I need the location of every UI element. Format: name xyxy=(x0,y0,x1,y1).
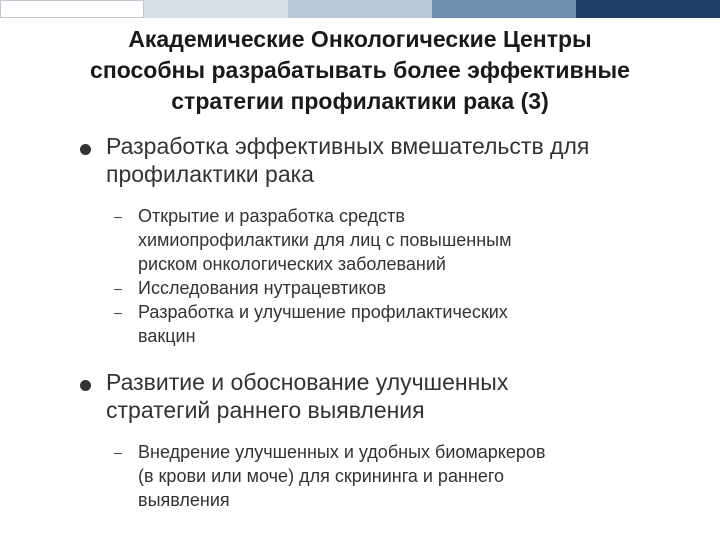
sub-bullet-item xyxy=(0,300,720,348)
dash-icon: – xyxy=(114,208,122,224)
bullet-item xyxy=(0,132,720,188)
dash-icon: – xyxy=(114,444,122,460)
sub-bullet-text-line: Внедрение улучшенных и удобных биомаркеров xyxy=(138,442,546,462)
bullet-item xyxy=(0,368,720,424)
sub-bullet-text-line: (в крови или моче) для скрининга и раннего xyxy=(138,466,505,486)
bullet-dot-icon xyxy=(80,144,91,155)
sub-bullet-text-line: Открытие и разработка средств xyxy=(138,206,405,226)
top-bar-segment xyxy=(576,0,720,18)
decorative-top-bar xyxy=(0,0,720,18)
sub-bullet-text-line: химиопрофилактики для лиц с повышенным xyxy=(138,230,512,250)
sub-bullet-text-line: Исследования нутрацевтиков xyxy=(138,278,387,298)
slide-title-line: Академические Онкологические Центры xyxy=(128,26,592,52)
bullet-text-line: профилактики рака xyxy=(106,161,314,187)
sub-bullet-item xyxy=(0,204,720,276)
dash-icon: – xyxy=(114,280,122,296)
bullet-text-line: Развитие и обоснование улучшенных xyxy=(106,369,509,395)
top-bar-segment xyxy=(432,0,576,18)
slide-title-line: способны разрабатывать более эффективные xyxy=(90,57,630,83)
dash-icon: – xyxy=(114,304,122,320)
sub-bullet-text-line: Разработка и улучшение профилактических xyxy=(138,302,508,322)
top-bar-segment xyxy=(144,0,288,18)
top-bar-segment xyxy=(288,0,432,18)
bullet-text-line: Разработка эффективных вмешательств для xyxy=(106,133,590,159)
bullet-text-line: стратегий раннего выявления xyxy=(106,397,425,423)
sub-bullet-text-line: вакцин xyxy=(138,326,196,346)
sub-bullet-item xyxy=(0,440,720,512)
top-bar-segment xyxy=(0,0,144,18)
slide-body xyxy=(0,132,720,512)
bullet-dot-icon xyxy=(80,380,91,391)
slide-title-line: стратегии профилактики рака (3) xyxy=(171,88,549,114)
slide-title xyxy=(0,24,720,117)
sub-bullet-item xyxy=(0,276,720,300)
sub-bullet-text-line: выявления xyxy=(138,490,230,510)
sub-bullet-text-line: риском онкологических заболеваний xyxy=(138,254,446,274)
